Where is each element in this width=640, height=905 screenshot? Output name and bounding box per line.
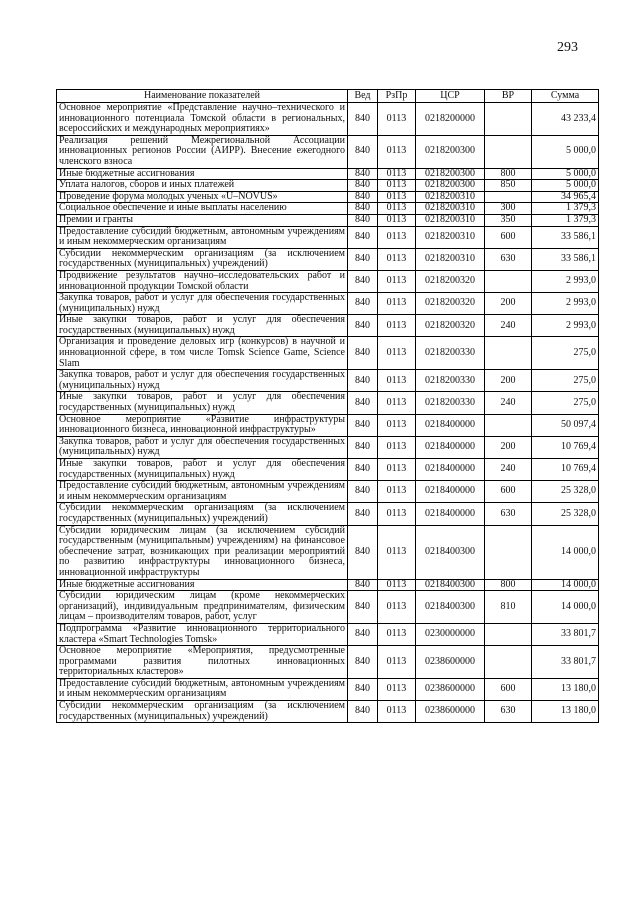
cell-name: Премии и гранты [57, 214, 348, 226]
cell-sum: 25 328,0 [532, 481, 599, 503]
cell-sum: 275,0 [532, 370, 599, 392]
cell-rzpr: 0113 [378, 337, 416, 370]
cell-ved: 840 [348, 436, 378, 458]
table-row [57, 370, 599, 392]
header-csr: ЦСР [416, 90, 485, 103]
cell-ved: 840 [348, 459, 378, 481]
cell-vr: 600 [485, 481, 532, 503]
cell-csr: 0218400000 [416, 414, 485, 436]
cell-name: Закупка товаров, работ и услуг для обеспечения государственных (муниципальных) нужд [57, 436, 348, 458]
cell-name: Основное мероприятие «Представление научно–технического и инновационного потенциала Томской области в региональных, всероссийских и международных мероприятиях» [57, 103, 348, 136]
cell-name: Иные закупки товаров, работ и услуг для обеспечения государственных (муниципальных) нужд [57, 392, 348, 414]
cell-csr: 0218400300 [416, 591, 485, 624]
cell-sum: 2 993,0 [532, 293, 599, 315]
cell-vr: 630 [485, 248, 532, 270]
cell-name: Субсидии некоммерческим организациям (за исключением государственных (муниципальных) учреждений) [57, 248, 348, 270]
cell-csr: 0218200330 [416, 392, 485, 414]
table-row [57, 503, 599, 525]
cell-sum: 33 801,7 [532, 623, 599, 645]
cell-sum: 2 993,0 [532, 315, 599, 337]
header-sum: Сумма [532, 90, 599, 103]
table-row [57, 168, 599, 180]
cell-csr: 0230000000 [416, 623, 485, 645]
table-row [57, 135, 599, 168]
cell-sum: 33 801,7 [532, 646, 599, 679]
cell-name: Предоставление субсидий бюджетным, автономным учреждениям и иным некоммерческим организациям [57, 678, 348, 700]
header-rzpr: РзПр [378, 90, 416, 103]
cell-ved: 840 [348, 646, 378, 679]
cell-name: Предоставление субсидий бюджетным, автономным учреждениям и иным некоммерческим организациям [57, 481, 348, 503]
cell-csr: 0218400000 [416, 503, 485, 525]
table-row [57, 481, 599, 503]
cell-sum: 34 965,4 [532, 191, 599, 203]
cell-csr: 0238600000 [416, 701, 485, 723]
cell-ved: 840 [348, 579, 378, 591]
cell-vr: 810 [485, 591, 532, 624]
cell-vr [485, 135, 532, 168]
cell-name: Закупка товаров, работ и услуг для обеспечения государственных (муниципальных) нужд [57, 370, 348, 392]
cell-name: Субсидии некоммерческим организациям (за исключением государственных (муниципальных) учреждений) [57, 503, 348, 525]
table-row [57, 203, 599, 215]
cell-vr [485, 191, 532, 203]
cell-vr [485, 103, 532, 136]
cell-rzpr: 0113 [378, 370, 416, 392]
cell-csr: 0218200300 [416, 135, 485, 168]
cell-sum: 5 000,0 [532, 168, 599, 180]
cell-csr: 0218400300 [416, 579, 485, 591]
header-ved: Вед [348, 90, 378, 103]
cell-sum: 33 586,1 [532, 248, 599, 270]
cell-vr: 350 [485, 214, 532, 226]
cell-csr: 0218400000 [416, 481, 485, 503]
cell-vr [485, 337, 532, 370]
cell-rzpr: 0113 [378, 579, 416, 591]
cell-csr: 0218200320 [416, 315, 485, 337]
cell-csr: 0218200330 [416, 370, 485, 392]
cell-sum: 5 000,0 [532, 180, 599, 192]
cell-csr: 0218400300 [416, 525, 485, 579]
cell-csr: 0218200310 [416, 248, 485, 270]
cell-rzpr: 0113 [378, 248, 416, 270]
cell-ved: 840 [348, 214, 378, 226]
table-row [57, 623, 599, 645]
cell-sum: 14 000,0 [532, 579, 599, 591]
cell-vr [485, 270, 532, 292]
table-row [57, 103, 599, 136]
table-row [57, 701, 599, 723]
cell-ved: 840 [348, 103, 378, 136]
cell-csr: 0218200000 [416, 103, 485, 136]
cell-name: Организация и проведение деловых игр (конкурсов) в научной и инновационной сфере, в том числе Tomsk Science Game, Science Slam [57, 337, 348, 370]
cell-csr: 0218200310 [416, 203, 485, 215]
cell-rzpr: 0113 [378, 459, 416, 481]
cell-sum: 14 000,0 [532, 591, 599, 624]
table-row [57, 315, 599, 337]
budget-table [56, 89, 599, 723]
cell-ved: 840 [348, 414, 378, 436]
cell-csr: 0218400000 [416, 459, 485, 481]
table-row [57, 270, 599, 292]
cell-name: Предоставление субсидий бюджетным, автономным учреждениям и иным некоммерческим организациям [57, 226, 348, 248]
cell-vr: 200 [485, 293, 532, 315]
table-row [57, 678, 599, 700]
cell-vr [485, 414, 532, 436]
cell-ved: 840 [348, 370, 378, 392]
cell-rzpr: 0113 [378, 414, 416, 436]
cell-rzpr: 0113 [378, 503, 416, 525]
cell-rzpr: 0113 [378, 135, 416, 168]
cell-rzpr: 0113 [378, 226, 416, 248]
cell-name: Иные закупки товаров, работ и услуг для обеспечения государственных (муниципальных) нужд [57, 315, 348, 337]
cell-csr: 0218200330 [416, 337, 485, 370]
cell-rzpr: 0113 [378, 481, 416, 503]
cell-vr: 240 [485, 459, 532, 481]
cell-ved: 840 [348, 392, 378, 414]
cell-ved: 840 [348, 591, 378, 624]
cell-vr: 850 [485, 180, 532, 192]
cell-ved: 840 [348, 701, 378, 723]
table-row [57, 248, 599, 270]
cell-ved: 840 [348, 191, 378, 203]
cell-rzpr: 0113 [378, 168, 416, 180]
cell-sum: 5 000,0 [532, 135, 599, 168]
cell-name: Уплата налогов, сборов и иных платежей [57, 180, 348, 192]
cell-rzpr: 0113 [378, 214, 416, 226]
cell-name: Субсидии юридическим лицам (кроме некоммерческих организаций), индивидуальным предпринимателям, физическим лицам – производителям товаров, работ, услуг [57, 591, 348, 624]
table-row [57, 436, 599, 458]
cell-name: Подпрограмма «Развитие инновационного территориального кластера «Smart Technologies Tomsk» [57, 623, 348, 645]
cell-rzpr: 0113 [378, 591, 416, 624]
cell-rzpr: 0113 [378, 646, 416, 679]
cell-sum: 10 769,4 [532, 436, 599, 458]
cell-rzpr: 0113 [378, 701, 416, 723]
cell-csr: 0238600000 [416, 646, 485, 679]
table-row [57, 337, 599, 370]
page-number: 293 [557, 40, 578, 55]
cell-name: Закупка товаров, работ и услуг для обеспечения государственных (муниципальных) нужд [57, 293, 348, 315]
cell-sum: 2 993,0 [532, 270, 599, 292]
cell-sum: 275,0 [532, 337, 599, 370]
cell-rzpr: 0113 [378, 293, 416, 315]
cell-csr: 0218200310 [416, 214, 485, 226]
table-row [57, 591, 599, 624]
cell-ved: 840 [348, 315, 378, 337]
cell-vr: 630 [485, 701, 532, 723]
cell-sum: 13 180,0 [532, 701, 599, 723]
cell-vr: 200 [485, 370, 532, 392]
cell-ved: 840 [348, 337, 378, 370]
cell-rzpr: 0113 [378, 436, 416, 458]
cell-vr [485, 646, 532, 679]
cell-vr: 600 [485, 678, 532, 700]
cell-csr: 0218200300 [416, 168, 485, 180]
cell-sum: 14 000,0 [532, 525, 599, 579]
table-header-row [57, 90, 599, 103]
cell-ved: 840 [348, 135, 378, 168]
cell-vr: 200 [485, 436, 532, 458]
table-row [57, 392, 599, 414]
cell-ved: 840 [348, 481, 378, 503]
cell-rzpr: 0113 [378, 103, 416, 136]
table-row [57, 226, 599, 248]
header-name: Наименование показателей [57, 90, 348, 103]
cell-ved: 840 [348, 226, 378, 248]
cell-vr: 600 [485, 226, 532, 248]
table-row [57, 459, 599, 481]
cell-vr: 800 [485, 579, 532, 591]
table-row [57, 214, 599, 226]
cell-rzpr: 0113 [378, 191, 416, 203]
table-row [57, 191, 599, 203]
cell-name: Продвижение результатов научно–исследовательских работ и инновационной продукции Томской области [57, 270, 348, 292]
cell-ved: 840 [348, 503, 378, 525]
cell-vr [485, 623, 532, 645]
cell-rzpr: 0113 [378, 678, 416, 700]
cell-rzpr: 0113 [378, 203, 416, 215]
cell-rzpr: 0113 [378, 525, 416, 579]
cell-name: Иные закупки товаров, работ и услуг для обеспечения государственных (муниципальных) нужд [57, 459, 348, 481]
cell-name: Социальное обеспечение и иные выплаты населению [57, 203, 348, 215]
table-row [57, 414, 599, 436]
cell-name: Иные бюджетные ассигнования [57, 168, 348, 180]
cell-rzpr: 0113 [378, 623, 416, 645]
cell-name: Субсидии юридическим лицам (за исключением субсидий государственным (муниципальным) учреждениям) на финансовое обеспечение затрат, возникающих при реализации мероприятий по развитию инфраструктуры инновационного бизнеса, инновационной инфраструктуры [57, 525, 348, 579]
table-row [57, 646, 599, 679]
cell-csr: 0218200300 [416, 180, 485, 192]
cell-name: Реализация решений Межрегиональной Ассоциации инновационных регионов России (АИРР). Внесение ежегодного членского взноса [57, 135, 348, 168]
cell-sum: 25 328,0 [532, 503, 599, 525]
cell-vr [485, 525, 532, 579]
table-row [57, 579, 599, 591]
cell-name: Субсидии некоммерческим организациям (за исключением государственных (муниципальных) учреждений) [57, 701, 348, 723]
cell-vr: 630 [485, 503, 532, 525]
cell-sum: 43 233,4 [532, 103, 599, 136]
cell-csr: 0218200320 [416, 270, 485, 292]
cell-vr: 800 [485, 168, 532, 180]
cell-vr: 240 [485, 392, 532, 414]
cell-sum: 13 180,0 [532, 678, 599, 700]
cell-ved: 840 [348, 168, 378, 180]
cell-vr: 300 [485, 203, 532, 215]
cell-sum: 1 379,3 [532, 214, 599, 226]
cell-rzpr: 0113 [378, 392, 416, 414]
cell-sum: 10 769,4 [532, 459, 599, 481]
cell-csr: 0218200310 [416, 226, 485, 248]
cell-name: Основное мероприятие «Мероприятия, предусмотренные программами развития пилотных инновационных территориальных кластеров» [57, 646, 348, 679]
cell-csr: 0218400000 [416, 436, 485, 458]
cell-rzpr: 0113 [378, 315, 416, 337]
cell-sum: 33 586,1 [532, 226, 599, 248]
cell-csr: 0218200320 [416, 293, 485, 315]
cell-ved: 840 [348, 180, 378, 192]
cell-name: Иные бюджетные ассигнования [57, 579, 348, 591]
cell-rzpr: 0113 [378, 270, 416, 292]
cell-vr: 240 [485, 315, 532, 337]
cell-ved: 840 [348, 525, 378, 579]
cell-sum: 275,0 [532, 392, 599, 414]
cell-ved: 840 [348, 203, 378, 215]
table-row [57, 525, 599, 579]
header-vr: ВР [485, 90, 532, 103]
cell-sum: 1 379,3 [532, 203, 599, 215]
cell-name: Основное мероприятие «Развитие инфраструктуры инновационного бизнеса, инновационной инфраструктуры» [57, 414, 348, 436]
cell-ved: 840 [348, 270, 378, 292]
table-row [57, 180, 599, 192]
cell-ved: 840 [348, 293, 378, 315]
cell-ved: 840 [348, 248, 378, 270]
cell-rzpr: 0113 [378, 180, 416, 192]
cell-ved: 840 [348, 678, 378, 700]
cell-ved: 840 [348, 623, 378, 645]
table-row [57, 293, 599, 315]
cell-csr: 0238600000 [416, 678, 485, 700]
cell-sum: 50 097,4 [532, 414, 599, 436]
cell-name: Проведение форума молодых ученых «U–NOVUS» [57, 191, 348, 203]
cell-csr: 0218200310 [416, 191, 485, 203]
